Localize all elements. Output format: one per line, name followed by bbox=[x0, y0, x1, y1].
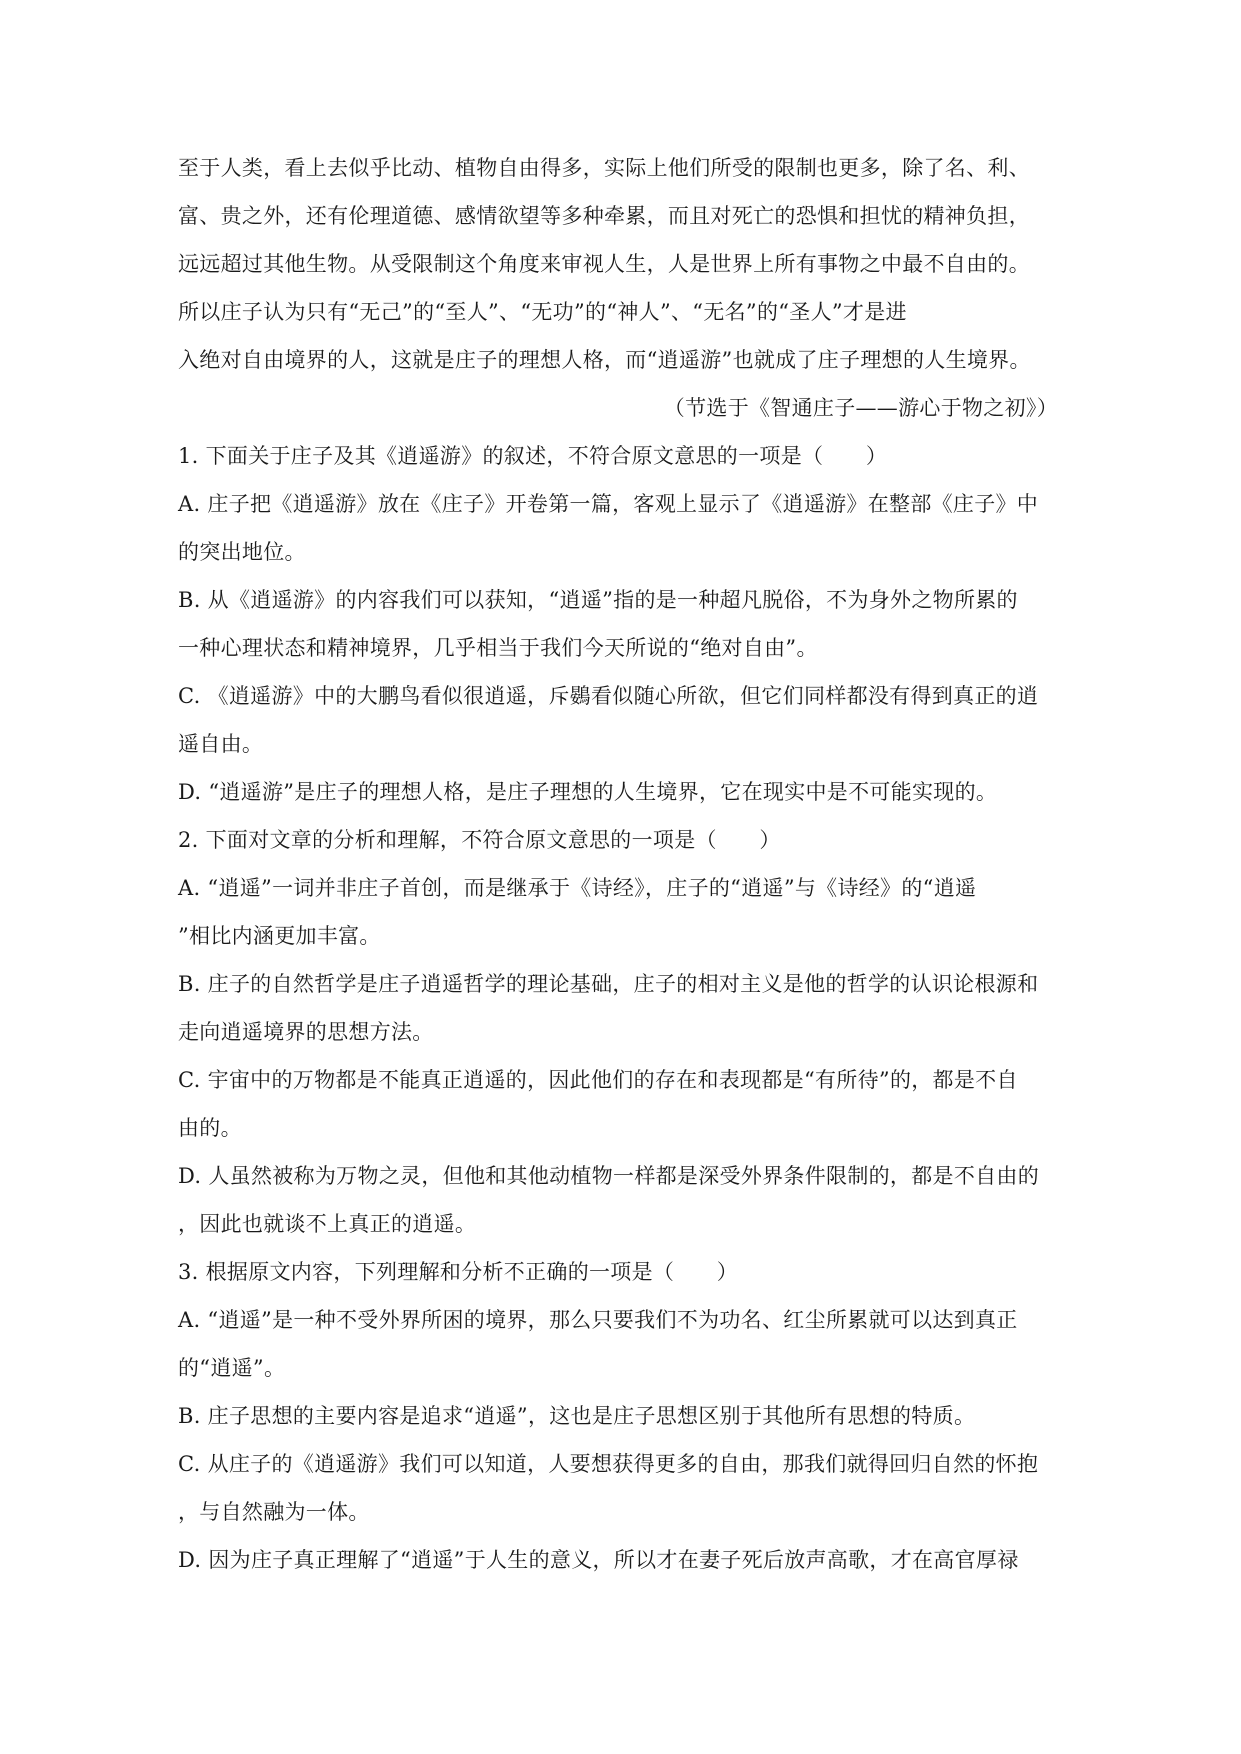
question-1-stem: 1. 下面关于庄子及其《逍遥游》的叙述，不符合原文意思的一项是（ ） bbox=[178, 444, 888, 468]
question-3-option-d: D. 因为庄子真正理解了“逍遥”于人生的意义，所以才在妻子死后放声高歌，才在高官厚禄 bbox=[178, 1548, 1019, 1572]
question-2-option-c-cont: 由的。 bbox=[178, 1116, 242, 1140]
question-3-option-c-cont: ，与自然融为一体。 bbox=[178, 1500, 370, 1524]
question-1-option-a: A. 庄子把《逍遥游》放在《庄子》开卷第一篇，客观上显示了《逍遥游》在整部《庄子》中 bbox=[178, 492, 1039, 516]
question-2-stem: 2. 下面对文章的分析和理解，不符合原文意思的一项是（ ） bbox=[178, 828, 781, 852]
question-1-option-b-cont: 一种心理状态和精神境界，几乎相当于我们今天所说的“绝对自由”。 bbox=[178, 636, 818, 660]
question-1-option-d: D. “逍遥游”是庄子的理想人格，是庄子理想的人生境界，它在现实中是不可能实现的。 bbox=[178, 780, 998, 804]
passage-line: 至于人类，看上去似乎比动、植物自由得多，实际上他们所受的限制也更多，除了名、利、 bbox=[178, 156, 1030, 180]
question-3-option-a: A. “逍遥”是一种不受外界所困的境界，那么只要我们不为功名、红尘所累就可以达到真正 bbox=[178, 1308, 1018, 1332]
question-2-option-d-cont: ，因此也就谈不上真正的逍遥。 bbox=[178, 1212, 477, 1236]
question-1-option-c: C. 《逍遥游》中的大鹏鸟看似很逍遥，斥鷃看似随心所欲，但它们同样都没有得到真正的逍 bbox=[178, 684, 1039, 708]
question-2-option-d: D. 人虽然被称为万物之灵，但他和其他动植物一样都是深受外界条件限制的，都是不自由的 bbox=[178, 1164, 1040, 1188]
question-3-stem: 3. 根据原文内容，下列理解和分析不正确的一项是（ ） bbox=[178, 1260, 739, 1284]
question-3-option-a-cont: 的“逍遥”。 bbox=[178, 1356, 286, 1380]
question-2-option-b-cont: 走向逍遥境界的思想方法。 bbox=[178, 1020, 434, 1044]
question-3-option-c: C. 从庄子的《逍遥游》我们可以知道，人要想获得更多的自由，那我们就得回归自然的怀抱 bbox=[178, 1452, 1039, 1476]
question-2-option-a: A. “逍遥”一词并非庄子首创，而是继承于《诗经》，庄子的“逍遥”与《诗经》的“逍遥 bbox=[178, 876, 977, 900]
question-1-option-c-cont: 遥自由。 bbox=[178, 732, 264, 756]
passage-line: 入绝对自由境界的人，这就是庄子的理想人格，而“逍遥游”也就成了庄子理想的人生境界。 bbox=[178, 348, 1031, 372]
question-3-option-b: B. 庄子思想的主要内容是追求“逍遥”，这也是庄子思想区别于其他所有思想的特质。 bbox=[178, 1404, 976, 1428]
passage-source: （节选于《智通庄子——游心于物之初》） bbox=[663, 396, 1058, 420]
passage-line: 所以庄子认为只有“无己”的“至人”、“无功”的“神人”、“无名”的“圣人”才是进 bbox=[178, 300, 907, 324]
question-1-option-a-cont: 的突出地位。 bbox=[178, 540, 306, 564]
passage-line: 富、贵之外，还有伦理道德、感情欲望等多种牵累，而且对死亡的恐惧和担忧的精神负担， bbox=[178, 204, 1030, 228]
question-2-option-c: C. 宇宙中的万物都是不能真正逍遥的，因此他们的存在和表现都是“有所待”的，都是不自 bbox=[178, 1068, 1018, 1092]
passage-line: 远远超过其他生物。从受限制这个角度来审视人生，人是世界上所有事物之中最不自由的。 bbox=[178, 252, 1030, 276]
question-2-option-b: B. 庄子的自然哲学是庄子逍遥哲学的理论基础，庄子的相对主义是他的哲学的认识论根源和 bbox=[178, 972, 1039, 996]
question-2-option-a-cont: ”相比内涵更加丰富。 bbox=[178, 924, 381, 948]
question-1-option-b: B. 从《逍遥游》的内容我们可以获知，“逍遥”指的是一种超凡脱俗，不为身外之物所累的 bbox=[178, 588, 1018, 612]
